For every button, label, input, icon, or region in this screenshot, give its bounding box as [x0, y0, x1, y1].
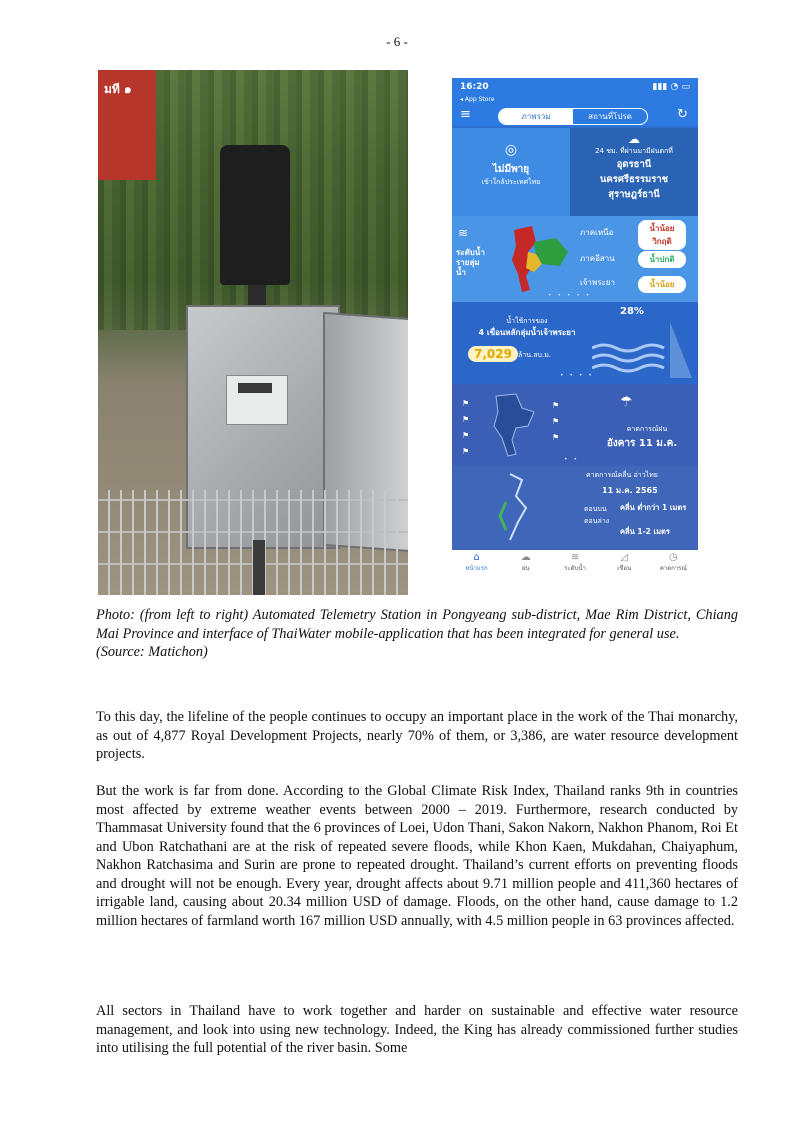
- umbrella-icon: ☂: [620, 394, 633, 410]
- rain-forecast-date: อังคาร 11 ม.ค.: [606, 438, 678, 449]
- storm-subtitle: เข้าใกล้ประเทศไทย: [481, 178, 541, 186]
- tab-rain[interactable]: ☁ ฝน: [501, 550, 550, 576]
- dam-value: 7,029: [468, 346, 518, 362]
- pager-dots: • • • • •: [548, 292, 592, 299]
- wave-title: คาดการณ์คลื่น อ่าวไทย: [586, 471, 658, 479]
- tab-favorites[interactable]: สถานที่โปรด: [588, 112, 632, 121]
- dam-icon: ◿: [620, 552, 629, 563]
- rain-forecast-card[interactable]: [452, 384, 698, 466]
- tab-forecast[interactable]: ◷ คาดการณ์: [649, 550, 698, 576]
- tab-home[interactable]: ⌂ หน้าแรก: [452, 550, 501, 576]
- status-northeast: น้ำปกติ: [638, 251, 686, 268]
- wave-upper-label: ตอนบน: [584, 505, 607, 513]
- wave-date: 11 ม.ค. 2565: [602, 486, 658, 495]
- storm-panel: [452, 128, 570, 216]
- rain-forecast-label: คาดการณ์ฝน: [626, 425, 668, 433]
- rain-panel: [570, 128, 698, 216]
- bottom-tab-bar: [452, 550, 698, 576]
- rain-province-2: นครศรีธรรมราช: [599, 174, 669, 185]
- water-level-label: ระดับน้ำ รายลุ่ม น้ำ: [456, 248, 485, 277]
- dam-wave-icon: [592, 318, 696, 378]
- ground-post: [253, 540, 265, 595]
- paragraph-3: All sectors in Thailand have to work together and harder on sustainable and effective water resource management, and look into using new technology. Indeed, the King has already commissioned further studies into utilising the full potential of the river basin. Some: [96, 1003, 738, 1056]
- app-store-back[interactable]: ◂ App Store: [452, 96, 698, 104]
- dam-unit: ล้าน.ลบ.ม.: [518, 351, 552, 359]
- basin-map-icon: [504, 224, 574, 296]
- rain-gauge-sensor: [220, 145, 290, 285]
- rain-flag-icons: ⚑ ⚑ ⚑ ⚑: [462, 399, 470, 456]
- app-nav-bar: [452, 104, 698, 126]
- storm-title: ไม่มีพายุ: [492, 164, 530, 175]
- clock-icon: ◷: [669, 552, 678, 563]
- refresh-icon[interactable]: ↻: [677, 107, 688, 122]
- paragraph-2: But the work is far from done. According to the Global Climate Risk Index, Thailand ranks 9th in countries most affected by extreme weather events between 2000 – 2019. Furthermore, research conducted by Thammasat University found that the 6 provinces of Loei, Udon Thani, Sakon Nakorn, Nakhon Phanom, Roi Et and Ubon Ratchathani are at the risk of repeated severe floods, while Khon Kaen, Mukdahan, Chaiyaphum, Nakhon Ratchasima and Surin are prone to repeated drought. Thailand’s current efforts on preventing floods and drought will not be enough. Every year, drought affects about 9.71 million people and 411,360 hectares of irrigable land, causing about 20.34 million USD of damage. Floods, on the other hand, cause damage to 1.2 million hectares of farmland worth 167 million USD annually, with 4.5 million people in 63 provinces affected.: [96, 783, 738, 929]
- caption-source: (Source: Matichon): [96, 644, 208, 660]
- cloud-icon: ☁: [520, 552, 531, 563]
- thailand-map-icon: [482, 392, 542, 458]
- tab-overview[interactable]: ภาพรวม: [499, 109, 573, 124]
- region-north: ภาคเหนือ: [580, 228, 614, 237]
- page-number: - 6 -: [386, 34, 408, 49]
- caption-text: Photo: (from left to right) Automated Telemetry Station in Pongyeang sub-district, Mae Rim District, Chiang Mai Province and interface of ThaiWater mobile-application that has been integrated for general use.: [96, 607, 738, 642]
- region-northeast: ภาคอีสาน: [580, 254, 615, 263]
- segmented-tabs: [498, 108, 648, 125]
- home-icon: ⌂: [473, 552, 480, 563]
- rain-flag-icons-right: ⚑ ⚑ ⚑: [552, 401, 560, 442]
- telemetry-station-photo: [98, 70, 408, 595]
- gulf-map-icon: [486, 472, 536, 542]
- dam-line-2: 4 เขื่อนหลักลุ่มน้ำเจ้าพระยา: [478, 328, 576, 337]
- cyclone-icon: ◎: [504, 142, 518, 158]
- red-sign: [98, 70, 156, 180]
- tab-water-level[interactable]: ≋ ระดับน้ำ: [550, 550, 599, 576]
- photo-caption: [96, 606, 738, 662]
- status-bar: [452, 78, 698, 96]
- rain-province-1: อุดรธานี: [616, 159, 652, 170]
- region-chaophraya: เจ้าพระยา: [580, 278, 615, 287]
- paragraph-1: To this day, the lifeline of the people continues to occupy an important place in the work of the Thai monarchy, as out of 4,877 Royal Development Projects, nearly 70% of them, or 3,386, are water resource development projects.: [96, 709, 738, 762]
- wave-forecast-card[interactable]: [452, 466, 698, 550]
- wave-lower-label: ตอนล่าง: [584, 517, 610, 525]
- control-screen: [238, 383, 272, 393]
- tab-dam[interactable]: ◿ เขื่อน: [600, 550, 649, 576]
- dam-card[interactable]: [452, 302, 698, 384]
- dam-percent: 28%: [620, 306, 644, 317]
- battery-icon: ▮▮▮ ◔ ▭: [652, 82, 690, 92]
- rain-cloud-icon: ☁: [628, 132, 640, 146]
- storm-rain-card[interactable]: [452, 128, 698, 216]
- rain-province-3: สุราษฎร์ธานี: [608, 189, 660, 200]
- status-time: 16:20: [460, 82, 489, 92]
- pager-dots: • • • •: [560, 372, 594, 379]
- dam-line-1: น้ำใช้การของ: [506, 317, 548, 325]
- status-north: น้ำน้อย วิกฤติ: [638, 220, 686, 250]
- water-wave-icon: ≋: [458, 226, 469, 240]
- hamburger-menu-icon[interactable]: ≡: [460, 107, 471, 122]
- pager-dots: • •: [564, 456, 579, 463]
- thaiwater-app-screenshot: [452, 78, 698, 576]
- sign-text: มที ๑: [104, 82, 132, 96]
- status-chaophraya: น้ำน้อย: [638, 276, 686, 293]
- wave-icon: ≋: [570, 552, 580, 563]
- wave-level-1: คลื่น ต่ำกว่า 1 เมตร: [620, 503, 687, 512]
- rain-subtitle: 24 ชม. ที่ผ่านมามีฝนตกที่: [595, 147, 673, 155]
- wave-level-2: คลื่น 1-2 เมตร: [620, 527, 670, 536]
- water-level-card[interactable]: [452, 216, 698, 302]
